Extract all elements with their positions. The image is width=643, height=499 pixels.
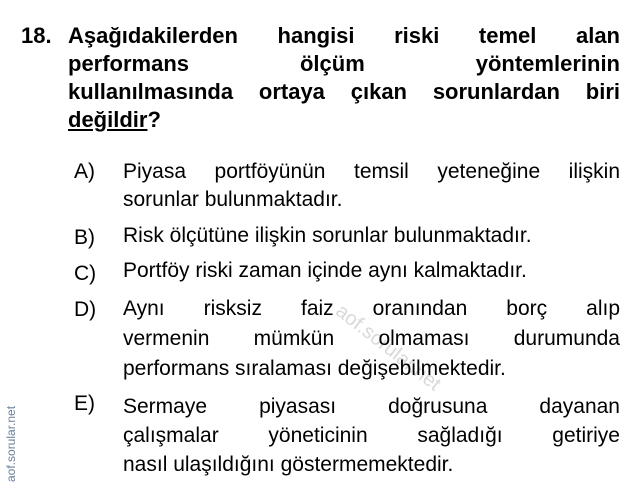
option-e-letter: E) — [74, 392, 95, 415]
option-d-line-2: vermenin mümkün olmaması durumunda — [123, 327, 620, 350]
option-c-letter: C) — [74, 262, 97, 285]
option-a-line-1: Piyasa portföyünün temsil yeteneğine ilişkin — [123, 160, 620, 183]
option-e-line-1: Sermaye piyasası doğrusuna dayanan — [123, 395, 620, 418]
option-a-line-2: sorunlar bulunmaktadır. — [123, 188, 343, 211]
sidebar-site-label: aof.sorular.net — [4, 405, 18, 483]
question-number: 18. — [21, 23, 52, 48]
option-b-line-1: Risk ölçütüne ilişkin sorunlar bulunmaktadır. — [123, 224, 532, 247]
question-line-2: performans ölçüm yöntemlerinin — [68, 51, 620, 76]
watermark: aof.sorular.net — [331, 300, 445, 396]
option-d-line-3: performans sıralaması değişebilmektedir. — [123, 357, 506, 380]
option-e-line-3: nasıl ulaşıldığını göstermemektedir. — [123, 453, 454, 476]
option-a-letter: A) — [74, 160, 95, 183]
question-negation: değildir — [68, 107, 148, 132]
option-b-letter: B) — [74, 226, 95, 249]
option-e-line-2: çalışmalar yöneticinin sağladığı getiriye — [123, 424, 620, 447]
option-d-letter: D) — [74, 298, 97, 321]
question-mark: ? — [147, 107, 161, 132]
option-d-line-1: Aynı risksiz faiz oranından borç alıp — [123, 297, 620, 320]
question-line-1: Aşağıdakilerden hangisi riski temel alan — [68, 23, 620, 48]
question-line-4 — [68, 106, 620, 134]
option-c-line-1: Portföy riski zaman içinde aynı kalmaktadır. — [123, 259, 527, 282]
question-line-3: kullanılmasında ortaya çıkan sorunlardan biri — [68, 79, 620, 104]
